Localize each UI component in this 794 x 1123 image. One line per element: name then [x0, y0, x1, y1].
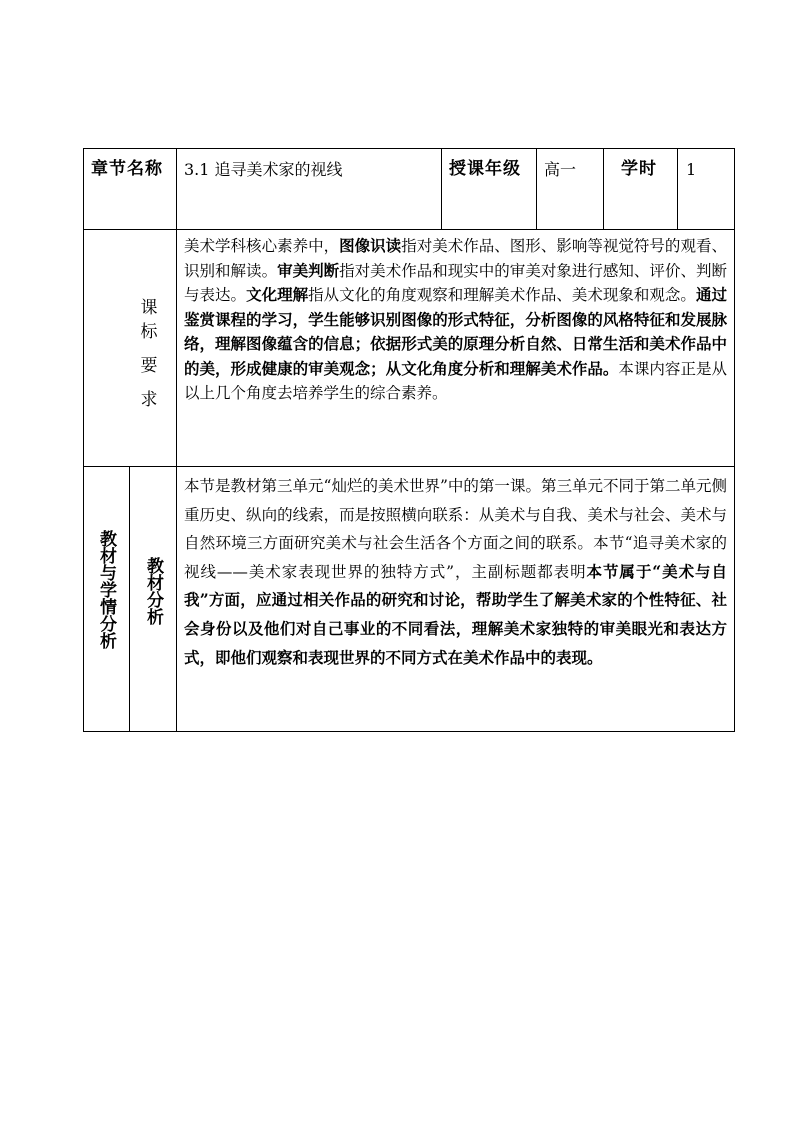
table-border-top [83, 148, 735, 149]
curriculum-label-char: 求 [140, 390, 158, 410]
curriculum-text-segment: 本课内容正是从以上几个角度去培养学生的综合素养。 [184, 359, 727, 402]
curriculum-text-segment-bold: 图像识读 [339, 236, 402, 255]
table-col-divider-grade [441, 148, 442, 230]
grade-label: 授课年级 [449, 159, 521, 179]
table-border-right [734, 148, 735, 732]
table-col-divider-hours [603, 148, 604, 230]
analysis-text-segment-bold: 本节属于“美术与自我”方面，应通过相关作品的研究和讨论，帮助学生了解美术家的个性特征、社会身份以及他们对自己事业的不同看法，理解美术家独特的审美眼光和表达方式，即他们观察和表现世界的不同方式在美术作品中的表现。 [184, 561, 727, 667]
curriculum-text-segment: 指从文化的角度观察和理解美术作品、美术现象和观念。 [308, 286, 696, 305]
grade-value: 高一 [544, 160, 577, 179]
curriculum-text-segment: 指对美术作品和现实中的审美对象进行感知、评价、判断与表达。 [184, 261, 727, 305]
analysis-inner-label: 教材分析 [143, 557, 163, 625]
curriculum-text [184, 234, 727, 405]
table-col-divider-label [176, 148, 177, 732]
table-col-divider-analysis [129, 466, 130, 732]
analysis-text-segment: 本节是教材第三单元“灿烂的美术世界”中的第一课。第三单元不同于第二单元侧重历史、纵向的线索，而是按照横向联系：从美术与自我、美术与社会、美术与自然环境三方面研究美术与社会生活各个方面之间的联系。本节“追寻美术家的视线——美术家表现世界的独特方式”，主副标题都表明 [184, 477, 727, 581]
analysis-outer-label: 教材与学情分析 [96, 530, 116, 649]
curriculum-text-segment: 美术学科核心素养中， [184, 237, 340, 255]
curriculum-text-segment-bold: 审美判断 [277, 260, 340, 280]
table-divider-1 [83, 229, 735, 230]
curriculum-text-segment-bold: 文化理解 [246, 285, 309, 305]
hours-value: 1 [686, 160, 697, 179]
curriculum-text-segment-bold: 通过鉴赏课程的学习，学生能够识别图像的形式特征，分析图像的风格特征和发展脉络，理解图像蕴含的信息；依据形式美的原理分析自然、日常生活和美术作品中的美，形成健康的审美观念；从文化角度分析和理解美术作品。 [184, 285, 727, 378]
table-border-left [83, 148, 84, 732]
curriculum-label-char: 课 [140, 298, 158, 318]
curriculum-label-char: 要 [140, 356, 158, 376]
table-col-divider-hours-value [677, 148, 678, 230]
table-border-bottom [83, 731, 735, 732]
curriculum-label-char: 标 [140, 322, 158, 342]
table-col-divider-grade-value [536, 148, 537, 230]
curriculum-label [134, 296, 164, 412]
chapter-label: 章节名称 [91, 159, 163, 179]
curriculum-text-segment: 指对美术作品、图形、影响等视觉符号的观看、识别和解读。 [184, 237, 727, 280]
analysis-text [184, 472, 727, 672]
hours-label: 学时 [621, 159, 657, 179]
table-divider-2 [83, 466, 735, 467]
chapter-value: 3.1 追寻美术家的视线 [184, 160, 343, 179]
